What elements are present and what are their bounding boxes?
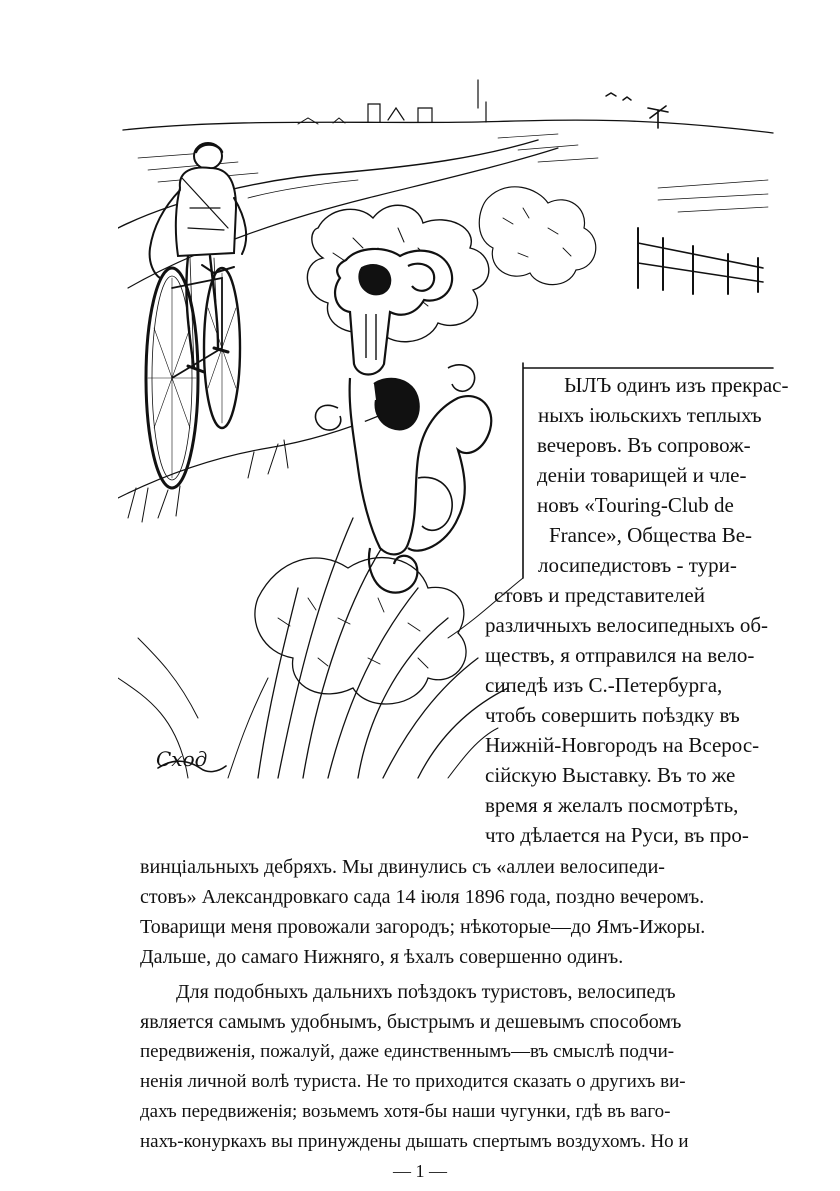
text-line: стовъ» Александровкаго сада 14 іюля 1896 года, поздно вечеромъ. (140, 886, 705, 908)
text-line: передвиженія, пожалуй, даже единственнымъ—въ смыслѣ подчи- (140, 1041, 675, 1062)
text-line: различныхъ велосипедныхъ об- (485, 613, 769, 637)
text-line: ществъ, я отправился на вело- (485, 643, 755, 667)
text-line: нахъ-конуркахъ вы принуждены дышать спертымъ воздухомъ. Но и (140, 1131, 689, 1152)
text-line: лосипедистовъ - тури- (538, 553, 737, 577)
artist-signature: Сход (156, 747, 208, 771)
text-line: дахъ передвиженія; возьмемъ хотя-бы наши чугунки, гдѣ въ ваго- (140, 1101, 671, 1122)
text-line: винціальныхъ дебряхъ. Мы двинулись съ «аллеи велосипеди- (140, 856, 665, 878)
text-line: ЫЛЪ одинъ изъ прекрас- (564, 373, 789, 397)
text-line: сійскую Выставку. Въ то же (485, 763, 736, 787)
text-line: стовъ и представителей (494, 583, 705, 607)
text-line: время я желалъ посмотрѣть, (485, 793, 739, 817)
text-line: деніи товарищей и чле- (537, 463, 747, 487)
text-line: Дальше, до самаго Нижняго, я ѣхалъ совершенно одинъ. (140, 946, 624, 968)
text-line: вечеровъ. Въ сопровож- (537, 433, 751, 457)
text-line: чтобъ совершить поѣздку въ (485, 703, 740, 727)
text-line: ненія личной волѣ туриста. Не то приходится сказать о другихъ ви- (140, 1071, 686, 1092)
text-line: является самымъ удобнымъ, быстрымъ и дешевымъ способомъ (140, 1011, 682, 1033)
text-line: Товарищи меня провожали загородъ; нѣкоторые—до Ямъ-Ижоры. (140, 916, 706, 938)
text-line: Для подобныхъ дальнихъ поѣздокъ туристовъ, велосипедъ (176, 981, 676, 1003)
text-line: Нижній-Новгородъ на Всерос- (485, 733, 760, 757)
text-line: что дѣлается на Руси, въ про- (485, 823, 749, 847)
page-number: — 1 — (393, 1161, 447, 1181)
text-line: France», Общества Ве- (549, 523, 753, 547)
text-line: ныхъ іюльскихъ теплыхъ (538, 403, 762, 427)
text-line: сипедѣ изъ С.-Петербурга, (485, 673, 723, 697)
text-line: новъ «Touring-Club de (537, 493, 734, 517)
